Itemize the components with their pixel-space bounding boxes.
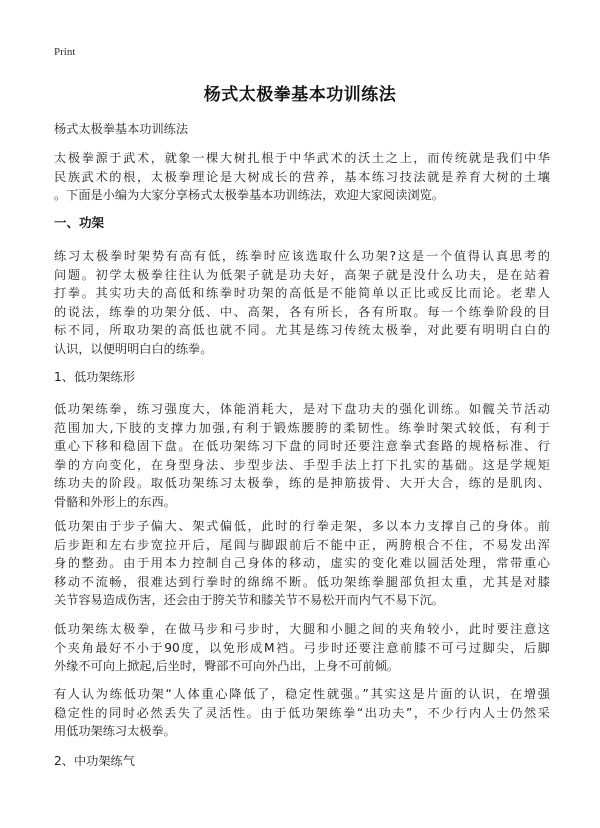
text-line: 练功夫的阶段。取低功架练习太极拳，练的是抻筋拔骨、大开大合，练的是肌肉、 — [54, 476, 550, 491]
text-line: 民族武术的根，太极拳理论是大树成长的营养，基本练习技法就是养育大树的土壤 — [54, 169, 550, 184]
text-line: 低功架练拳，练习强度大，体能消耗大，是对下盘功夫的强化训练。如髋关节活动 — [54, 402, 550, 416]
text-line: 稳定性的同时必然丢失了灵活性。由于低功架练拳“出功夫”，不少行内人士仍然采 — [54, 705, 550, 720]
intro-paragraph — [54, 149, 550, 205]
text-line: 打拳。其实功夫的高低和练拳时功架的高低是不能简单以正比或反比而论。老辈人 — [54, 286, 550, 301]
text-line: 太极拳源于武术，就象一棵大树扎根于中华武术的沃土之上，而传统就是我们中华 — [54, 151, 550, 165]
text-line: 骨骼和外形上的东西。 — [54, 494, 176, 509]
text-line: 的说法，练拳的功架分低、中、高架，各有所长，各有所取。每一个练拳阶段的目 — [54, 304, 550, 319]
text-line: 低功架练太极拳，在做马步和弓步时，大腿和小腿之间的夹角较小，此时要注意这 — [54, 622, 550, 636]
subsection1-paragraph-3 — [54, 620, 550, 676]
text-line: 练习太极拳时架势有高有低，练拳时应该选取什么功架?这是一个值得认真思考的 — [54, 249, 550, 263]
text-line: 范围加大,下肢的支撑力加强,有利于锻炼腰胯的柔韧性。练拳时架式较低，有利于 — [54, 420, 550, 435]
subsection-heading: 1、低功架练形 — [54, 370, 135, 384]
text-line: 身的整劲。由于用本力控制自己身体的移动，虚实的变化难以圆活处理，常带重心 — [54, 556, 550, 571]
text-line: 移动不流畅，很难达到行拳时的绵绵不断。低功架练拳腿部负担太重，尤其是对膝 — [54, 574, 550, 589]
text-line: 个夹角最好不小于90度，以免形成M裆。弓步时还要注意前膝不可弓过脚尖，后脚 — [54, 640, 550, 655]
page-title: 杨式太极拳基本功训练法 — [203, 85, 397, 105]
section1-paragraph — [54, 247, 550, 359]
text-line: 重心下移和稳固下盘。在低功架练习下盘的同时还要注意拳式套路的规格标准、行 — [54, 439, 550, 454]
section-heading: 一、功架 — [54, 215, 105, 230]
document-subtitle: 杨式太极拳基本功训练法 — [54, 122, 189, 136]
text-line: 关节容易造成伤害，还会由于胯关节和膝关节不易松开而内气不易下沉。 — [54, 593, 444, 608]
text-line: 标不同，所取功架的高低也就不同。尤其是练习传统太极拳，对此要有明明白白的 — [54, 323, 550, 338]
text-line: 低功架由于步子偏大、架式偏低，此时的行拳走架，多以本力支撑自己的身体。前 — [54, 519, 550, 533]
subsection-heading: 2、中功架练气 — [54, 754, 135, 768]
print-label[interactable]: Print — [54, 46, 76, 58]
text-line: 后步距和左右步宽拉开后，尾闾与脚跟前后不能中正，两胯根合不住，不易发出浑 — [54, 537, 550, 552]
text-line: 有人认为练低功架“人体重心降低了，稳定性就强。”其实这是片面的认识，在增强 — [54, 687, 550, 701]
text-line: 用低功架练习太极拳。 — [54, 724, 176, 739]
text-line: 拳的方向变化，在身型身法、步型步法、手型手法上打下扎实的基础。这是学规矩 — [54, 457, 550, 472]
text-line: 问题。初学太极拳往往认为低架子就是功夫好，高架子就是没什么功夫，是在站着 — [54, 267, 550, 282]
subsection1-paragraph-1 — [54, 400, 550, 512]
subsection1-paragraph-4 — [54, 685, 550, 741]
subsection1-paragraph-2 — [54, 517, 550, 610]
text-line: 外缘不可向上掀起,后坐时，臀部不可向外凸出，上身不可前倾。 — [54, 659, 400, 674]
text-line: 。下面是小编为大家分享杨式太极拳基本功训练法，欢迎大家阅读浏览。 — [54, 188, 444, 203]
text-line: 认识，以便明明白白的练拳。 — [54, 341, 213, 356]
